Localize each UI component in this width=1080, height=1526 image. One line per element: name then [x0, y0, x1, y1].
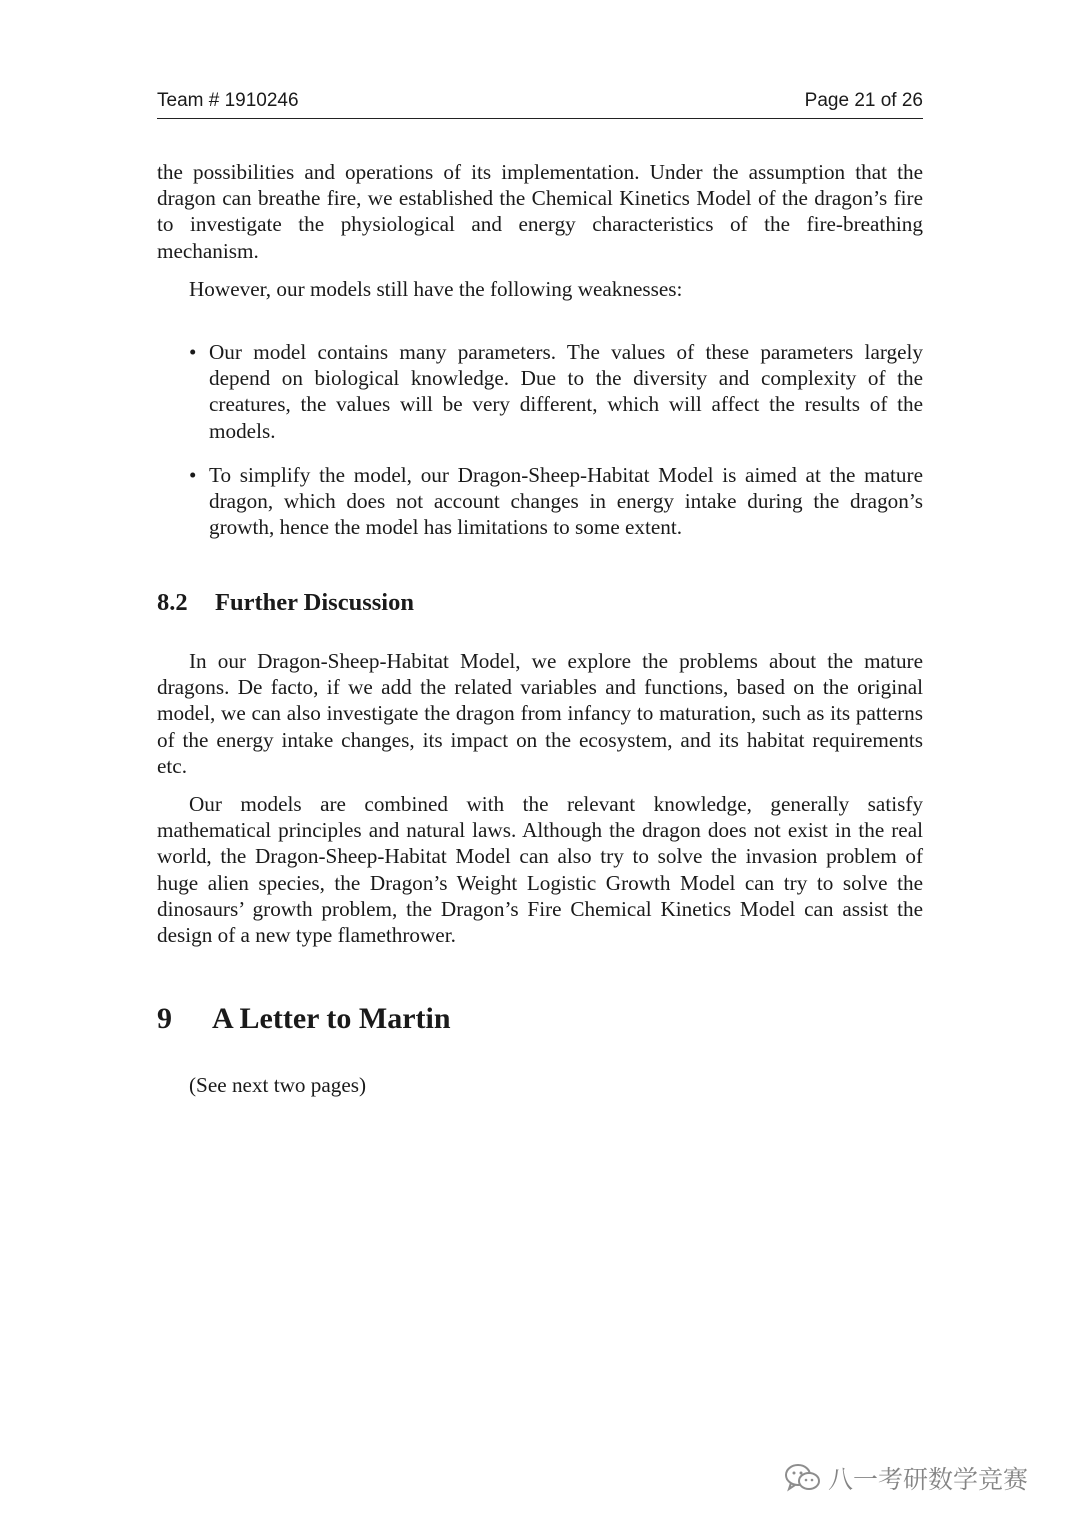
bullet-icon: • [189, 340, 197, 364]
section-title-further-discussion: Further Discussion [215, 589, 414, 616]
paragraph-continuation: the possibilities and operations of its implementation. Under the assumption that the dragon can breathe fire, we established the Chemical Kinetics Model of the dragon’s fire to investigate the physiological and energy characteristics of the fire-breathing mechanism. [157, 160, 923, 263]
bullet-icon: • [189, 463, 197, 487]
wechat-icon [784, 1462, 822, 1494]
section-title-letter-to-martin: A Letter to Martin [212, 1002, 451, 1035]
weakness-list-2 [157, 462, 923, 541]
section-number-8-2: 8.2 [157, 589, 188, 616]
paragraph-weaknesses-intro: However, our models still have the following weaknesses: [189, 277, 683, 301]
page-number: Page 21 of 26 [804, 90, 923, 111]
paragraph-further-discussion-2: Our models are combined with the relevant knowledge, generally satisfy mathematical principles and natural laws. Although the dragon does not exist in the real world, the Dragon-Sheep-Habitat Model can also try to solve the invasion problem of huge alien species, the Dragon’s Weight Logistic Growth Model can try to solve the dinosaurs’ growth problem, the Dragon’s Fire Chemical Kinetics Model can assist the design of a new type flamethrower. [157, 792, 923, 948]
section-number-9: 9 [157, 1002, 172, 1035]
team-number: Team # 1910246 [157, 90, 299, 111]
list-item [157, 339, 923, 444]
list-item-text: Our model contains many parameters. The values of these parameters largely depend on biological knowledge. Due to the diversity and complexity of the creatures, the values will be very different, which will affect the results of the models. [209, 340, 923, 443]
paragraph-see-next-pages: (See next two pages) [189, 1073, 367, 1097]
watermark [784, 1458, 1028, 1498]
weakness-list-1 [157, 339, 923, 444]
list-item [157, 462, 923, 541]
page-header [157, 88, 923, 119]
watermark-text: 八一考研数学竞赛 [828, 1465, 1029, 1494]
paragraph-further-discussion-1: In our Dragon-Sheep-Habitat Model, we explore the problems about the mature dragons. De facto, if we add the related variables and functions, based on the original model, we can also investigate the dragon from infancy to maturation, such as its patterns of the energy intake changes, its impact on the ecosystem, and its habitat requirements etc. [157, 649, 923, 778]
list-item-text: To simplify the model, our Dragon-Sheep-Habitat Model is aimed at the mature dragon, which does not account changes in energy intake during the dragon’s growth, hence the model has limitations to some extent. [209, 463, 923, 540]
